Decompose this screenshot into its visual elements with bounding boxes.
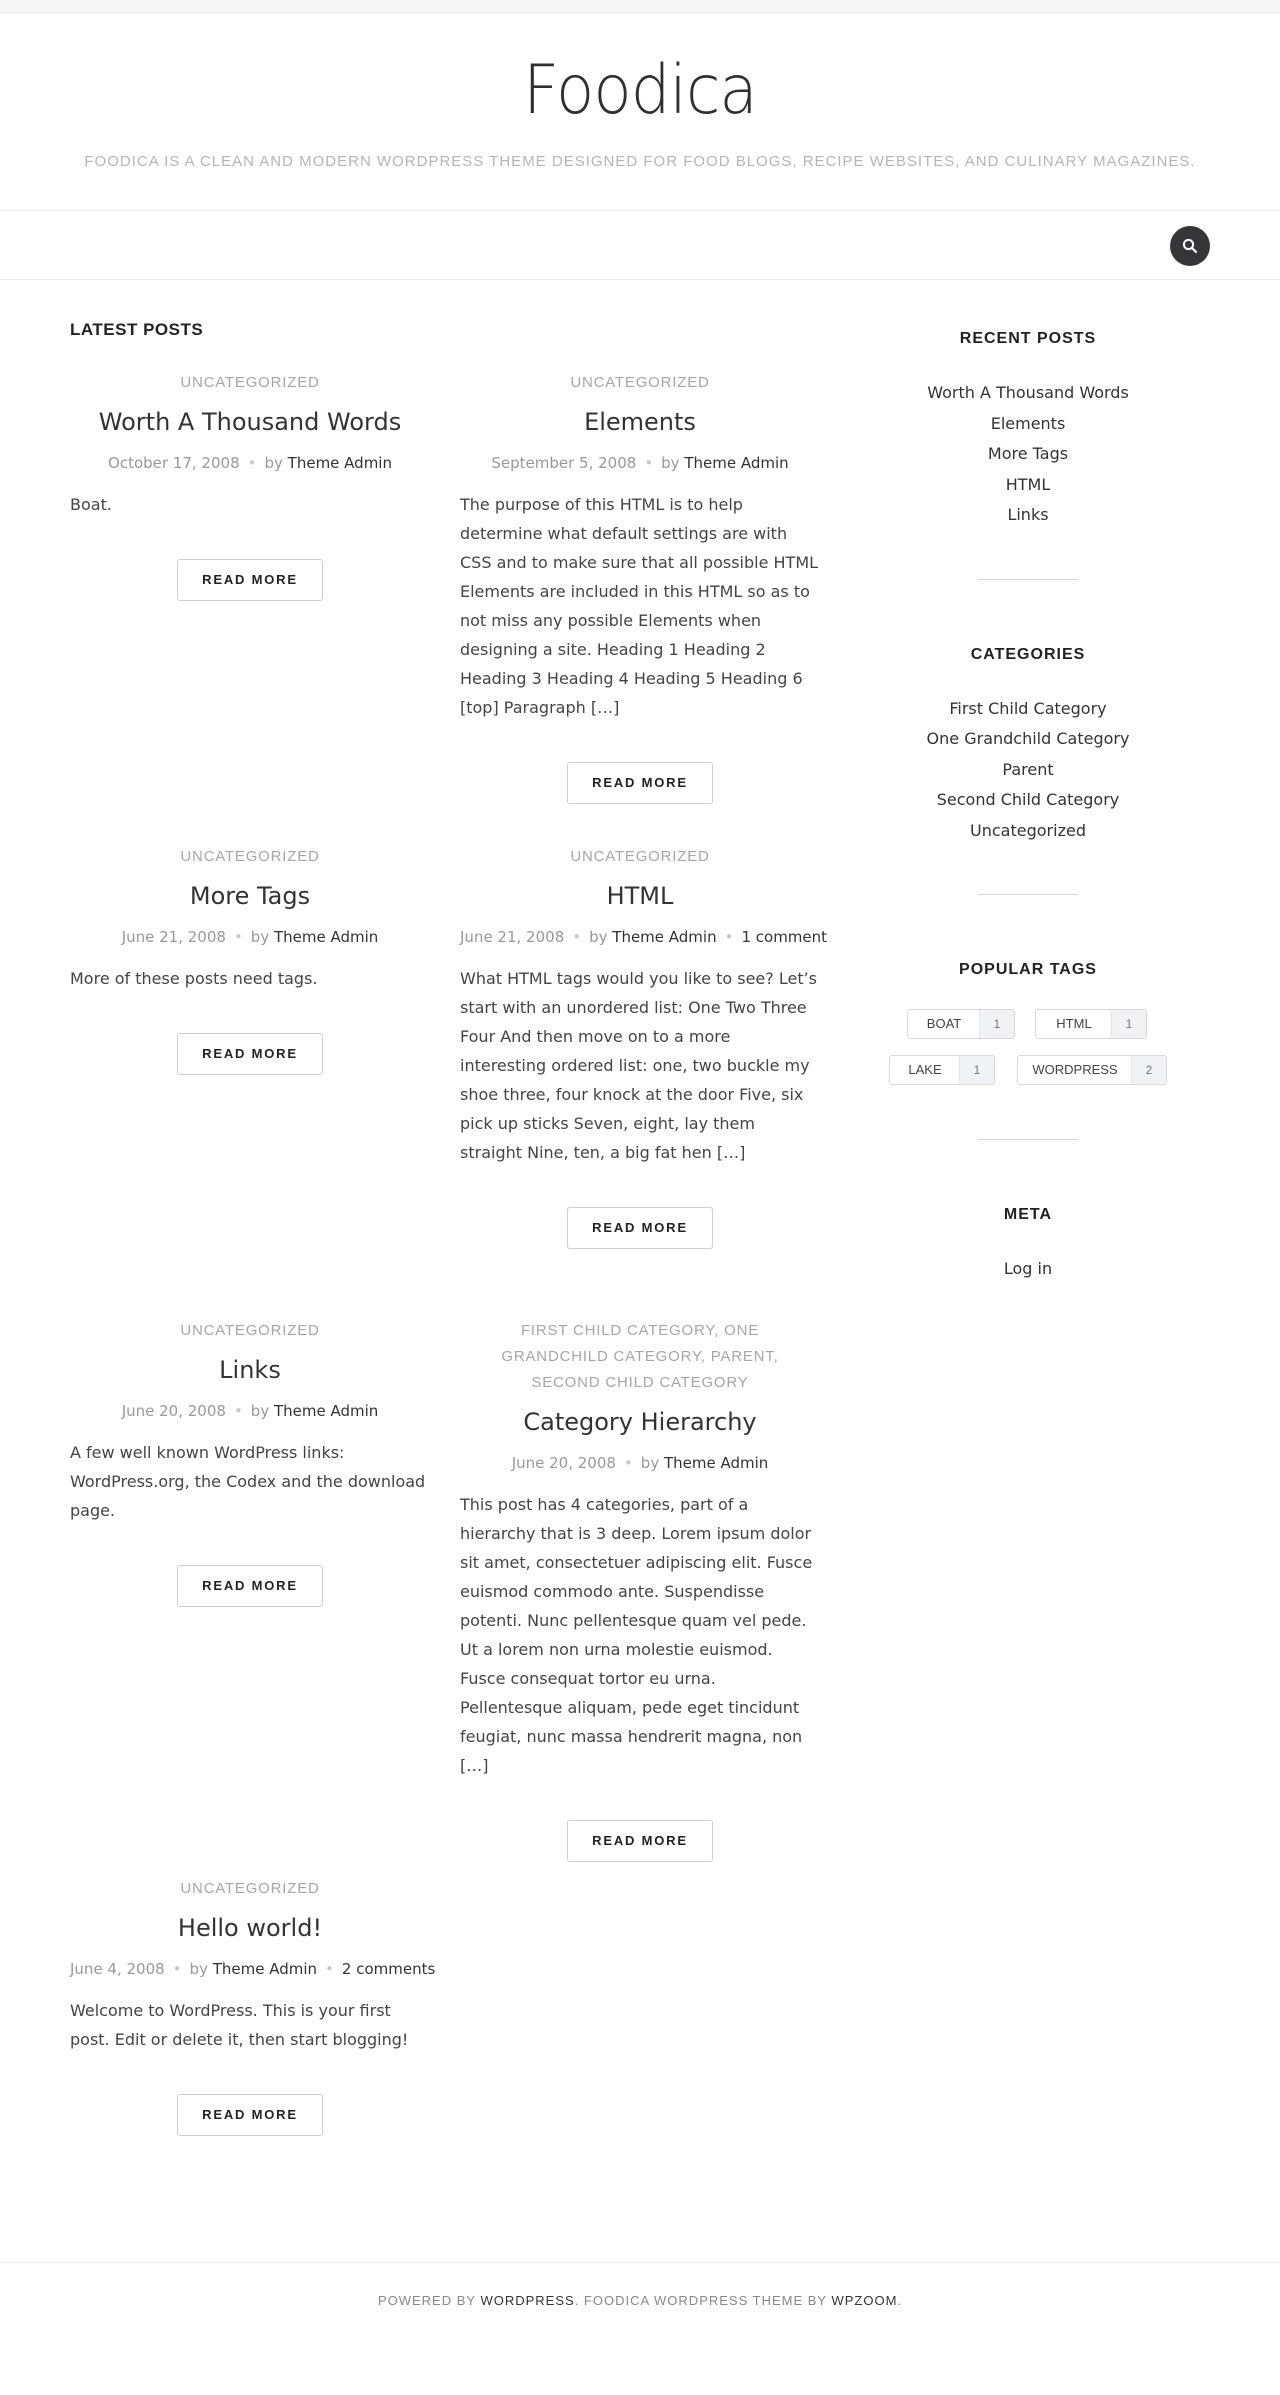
post-excerpt: What HTML tags would you like to see? Let’s start with an unordered list: One Two Three Four And then move on to a more interesting ordered list: one, two buckle my shoe three, four knock at the door Five, six pick up sticks Seven, eight, lay them straight Nine, ten, a big fat hen […] (460, 969, 818, 1162)
footer-powered-by: POWERED BY (377, 2293, 476, 2308)
search-icon (1182, 238, 1198, 254)
post-title[interactable]: Elements (584, 408, 696, 436)
tag-count: 1 (959, 1056, 994, 1084)
tag-cloud (878, 1009, 1178, 1089)
post-title[interactable]: More Tags (189, 882, 311, 910)
tag-name: HTML (1056, 1016, 1092, 1031)
tag-link[interactable] (889, 1055, 995, 1085)
tag-link[interactable] (1035, 1009, 1147, 1039)
post-title[interactable]: HTML (606, 882, 674, 910)
post-card (460, 370, 820, 804)
post-category[interactable]: UNCATEGORIZED (180, 374, 320, 391)
post-author[interactable]: Theme Admin (212, 1960, 318, 1978)
tag-name: BOAT (926, 1016, 962, 1031)
post-date: June 21, 2008 (460, 928, 565, 946)
widget-categories (878, 646, 1178, 896)
post-excerpt: A few well known WordPress links: WordPress.org, the Codex and the download page. (70, 1443, 426, 1520)
post-meta (70, 926, 430, 948)
meta-list (878, 1254, 1178, 1285)
widget-recent-posts (878, 330, 1178, 580)
footer-theme-text: . FOODICA WORDPRESS THEME BY (574, 2293, 827, 2308)
post-card (460, 1318, 820, 1862)
post-date: June 4, 2008 (70, 1960, 165, 1978)
footer-wordpress-link[interactable]: WORDPRESS (480, 2293, 575, 2308)
widget-divider (978, 1139, 1078, 1140)
recent-posts-list (878, 378, 1178, 531)
post-category[interactable]: UNCATEGORIZED (180, 1322, 320, 1339)
login-link[interactable]: Log in (1003, 1259, 1053, 1278)
site-header (0, 13, 1280, 211)
post-category[interactable]: UNCATEGORIZED (180, 848, 320, 865)
post-by: by (661, 454, 680, 472)
meta-separator: • (724, 928, 734, 946)
post-date: June 20, 2008 (121, 1402, 226, 1420)
post-date: October 17, 2008 (108, 454, 240, 472)
meta-separator: • (172, 1960, 182, 1978)
read-more-button[interactable]: READ MORE (567, 762, 713, 804)
meta-separator: • (233, 928, 243, 946)
post-card (70, 1318, 430, 1607)
tag-count: 1 (979, 1010, 1014, 1038)
meta-separator: • (325, 1960, 334, 1978)
meta-separator: • (644, 454, 654, 472)
tag-link[interactable] (907, 1009, 1015, 1039)
recent-post-link[interactable]: Worth A Thousand Words (927, 383, 1129, 402)
post-excerpt: The purpose of this HTML is to help determine what default settings are with CSS and to make sure that all possible HTML Elements are included in this HTML so as to not miss any possible Elements when designing a site. Heading 1 Heading 2 Heading 3 Heading 4 Heading 5 Heading 6 [top] Paragraph […] (460, 495, 819, 717)
main-navbar (0, 211, 1280, 280)
top-strip (0, 0, 1280, 13)
meta-separator: • (623, 1454, 633, 1472)
widget-title: POPULAR TAGS (959, 961, 1097, 978)
post-meta (70, 1958, 436, 1980)
post-category[interactable]: UNCATEGORIZED (570, 848, 710, 865)
footer-wpzoom-link[interactable]: WPZOOM (831, 2293, 898, 2308)
footer-end: . (897, 2293, 903, 2308)
widget-title: CATEGORIES (970, 645, 1086, 663)
post-card (70, 844, 430, 1075)
tag-count: 2 (1131, 1056, 1166, 1084)
post-by: by (250, 928, 270, 946)
post-author[interactable]: Theme Admin (273, 1402, 379, 1420)
post-category[interactable]: UNCATEGORIZED (180, 1880, 320, 1897)
post-excerpt: Welcome to WordPress. This is your first post. Edit or delete it, then start blogging! (70, 2001, 409, 2049)
post-date: September 5, 2008 (491, 454, 637, 472)
site-tagline: FOODICA IS A CLEAN AND MODERN WORDPRESS THEME DESIGNED FOR FOOD BLOGS, RECIPE WEBSITES, AND CULINARY MAGAZINES. (84, 153, 1196, 170)
meta-separator: • (247, 454, 257, 472)
post-author[interactable]: Theme Admin (273, 928, 379, 946)
tag-name: LAKE (908, 1062, 942, 1077)
read-more-button[interactable]: READ MORE (177, 1565, 323, 1607)
site-logo[interactable]: Foodica (523, 51, 757, 130)
post-excerpt: More of these posts need tags. (70, 969, 318, 988)
recent-post-link[interactable]: HTML (1005, 474, 1051, 494)
footer-credits (0, 2293, 1280, 2308)
category-link[interactable]: Uncategorized (970, 820, 1086, 840)
widget-divider (978, 579, 1078, 580)
post-author[interactable]: Theme Admin (684, 454, 789, 472)
post-title[interactable]: Hello world! (177, 1914, 323, 1942)
tag-count: 1 (1111, 1010, 1146, 1038)
category-link[interactable]: Second Child Category (936, 790, 1120, 809)
site-footer (0, 2262, 1280, 2395)
post-meta (70, 452, 430, 474)
post-excerpt: Boat. (70, 495, 112, 514)
read-more-button[interactable]: READ MORE (567, 1207, 713, 1249)
post-card (460, 844, 828, 1249)
post-excerpt: This post has 4 categories, part of a hierarchy that is 3 deep. Lorem ipsum dolor sit amet, consectetuer adipiscing elit. Fusce euismod commodo ante. Suspendisse potenti. Nunc pellentesque quam vel pede. Ut a lorem non urna molestie euismod. Fusce consequat tortor eu urna. Pellentesque aliquam, pede eget tincidunt feugiat, nunc massa hendrerit magna, non […] (460, 1495, 813, 1775)
post-comments-link[interactable]: 1 comment (741, 928, 828, 946)
post-card (70, 1876, 436, 2136)
post-card (70, 370, 430, 601)
recent-post-link[interactable]: Links (1007, 505, 1049, 524)
read-more-button[interactable]: READ MORE (177, 2094, 323, 2136)
post-by: by (264, 454, 283, 472)
post-meta (460, 926, 828, 948)
tag-link[interactable] (1017, 1055, 1167, 1085)
search-button[interactable] (1170, 226, 1210, 266)
category-link[interactable]: One Grandchild Category (926, 729, 1130, 748)
latest-posts-heading: LATEST POSTS (70, 320, 204, 339)
post-comments-link[interactable]: 2 comments (341, 1960, 436, 1978)
widget-meta (878, 1206, 1178, 1285)
widget-title: META (1003, 1206, 1053, 1223)
recent-post-link[interactable]: Elements (990, 413, 1066, 433)
widget-title: RECENT POSTS (959, 330, 1097, 347)
post-title[interactable]: Worth A Thousand Words (98, 408, 402, 436)
sidebar (878, 330, 1178, 1285)
post-by: by (189, 1960, 208, 1978)
post-title[interactable]: Links (219, 1356, 281, 1384)
post-category[interactable]: UNCATEGORIZED (570, 374, 710, 391)
widget-divider (978, 894, 1078, 895)
read-more-button[interactable]: READ MORE (177, 1033, 323, 1075)
post-date: June 20, 2008 (511, 1454, 616, 1472)
post-by: by (640, 1454, 660, 1472)
post-meta (460, 452, 820, 474)
widget-popular-tags (878, 961, 1178, 1140)
read-more-button[interactable]: READ MORE (567, 1820, 713, 1862)
post-meta (70, 1400, 430, 1422)
post-category[interactable]: FIRST CHILD CATEGORY, ONE GRANDCHILD CATEGORY, PARENT, SECOND CHILD CATEGORY (501, 1322, 779, 1391)
post-author[interactable]: Theme Admin (287, 454, 392, 472)
post-date: June 21, 2008 (121, 928, 226, 946)
recent-post-link[interactable]: More Tags (987, 444, 1069, 463)
post-author[interactable]: Theme Admin (612, 928, 717, 946)
categories-list (878, 694, 1178, 847)
category-link[interactable]: Parent (1002, 759, 1054, 779)
category-link[interactable]: First Child Category (949, 698, 1107, 718)
post-title[interactable]: Category Hierarchy (523, 1408, 757, 1436)
read-more-button[interactable]: READ MORE (177, 559, 323, 601)
post-by: by (589, 928, 608, 946)
meta-separator: • (233, 1402, 243, 1420)
post-by: by (250, 1402, 270, 1420)
meta-separator: • (572, 928, 582, 946)
post-author[interactable]: Theme Admin (663, 1454, 769, 1472)
tag-name: WORDPRESS (1032, 1062, 1118, 1077)
post-meta (460, 1452, 820, 1474)
